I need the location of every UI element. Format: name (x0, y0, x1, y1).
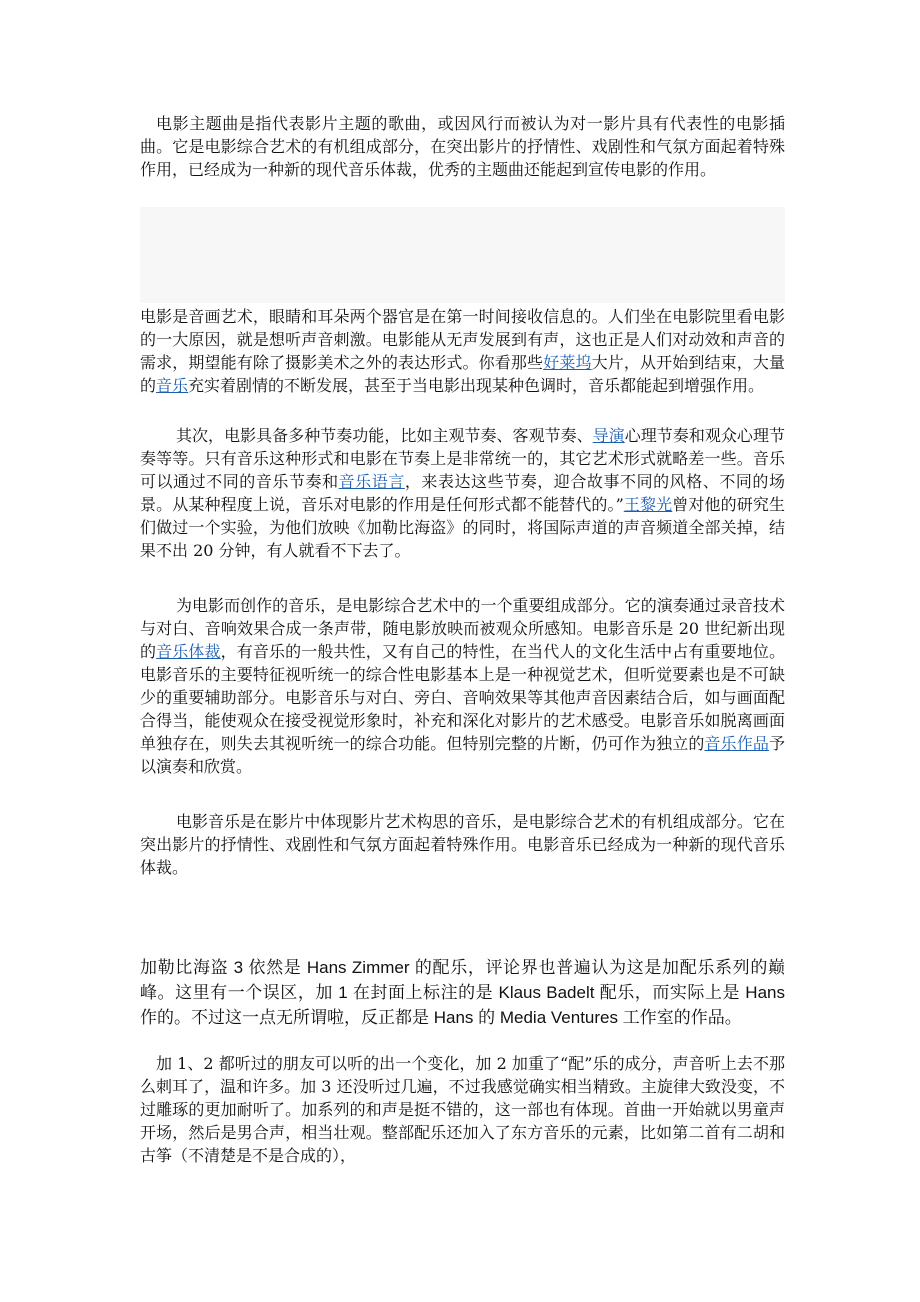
text-segment: 为电影而创作的音乐，是电影综合艺术中的一个重要组成部分。它的演奏通过录音技术与对白、音响效果合成一条声带，随电影放映而被观众所感知。电影音乐是 20 世纪新出现的 (140, 596, 785, 661)
link-hollywood[interactable]: 好莱坞 (543, 353, 592, 372)
paragraph-pirates-review: 加 1、2 都听过的朋友可以听的出一个变化，加 2 加重了“配”乐的成分，声音听上去不那么刺耳了，温和许多。加 3 还没听过几遍，不过我感觉确实相当精致。主旋律大致没变，不过雕琢的更加耐听了。加系列的和声是挺不错的，这一部也有体现。首曲一开始就以男童声开场，然后是男合声，相当壮观。整部配乐还加入了东方音乐的元素，比如第二首有二胡和古筝（不清楚是不是合成的）， (140, 1054, 785, 1165)
link-music[interactable]: 音乐 (156, 376, 189, 395)
text-segment: 其次，电影具备多种节奏功能，比如主观节奏、客观节奏、 (176, 426, 593, 445)
text-segment: 曾对他的研究生们做过一个实验，为他们放映《加勒比海盗》的同时，将国际声道的声音频道全部关掉，结果不出 20 分钟，有人就看不下去了。 (140, 495, 785, 560)
link-music-language[interactable]: 音乐语言 (338, 472, 405, 491)
text-segment: 电影是音画艺术，眼睛和耳朵两个器官是在第一时间接收信息的。人们坐在电影院里看电影的一大原因，就是想听声音刺激。电影能从无声发展到有声，这也正是人们对动效和声音的需求，期望能有除了摄影美术之外的表达形式。你看那些 (140, 307, 785, 372)
link-wang-liguang[interactable]: 王黎光 (623, 495, 673, 514)
link-music-genre[interactable]: 音乐体裁 (156, 642, 221, 661)
paragraph-pirates-score: 加勒比海盗 3 依然是 Hans Zimmer 的配乐，评论界也普遍认为这是加配乐系列的巅峰。这里有一个误区，加 1 在封面上标注的是 Klaus Badelt 配乐，而实际上是 Hans 作的。不过这一点无所谓啦，反正都是 Hans 的 Media Ventures 工作室的作品。 (140, 958, 785, 1027)
paragraph-sound-art (140, 305, 785, 397)
paragraph-film-music (140, 594, 785, 778)
text-segment: ，来表达这些节奏，迎合故事不同的风格、不同的场景。从某种程度上说，音乐对电影的作用是任何形式都不能替代的。” (140, 472, 785, 514)
blank-shaded-area (140, 207, 785, 303)
text-segment: 予以演奏和欣赏。 (140, 734, 785, 776)
link-director[interactable]: 导演 (592, 426, 625, 445)
link-music-works[interactable]: 音乐作品 (704, 734, 769, 753)
intro-paragraph: 电影主题曲是指代表影片主题的歌曲，或因风行而被认为对一影片具有代表性的电影插曲。它是电影综合艺术的有机组成部分，在突出影片的抒情性、戏剧性和气氛方面起着特殊作用，已经成为一种新的现代音乐体裁，优秀的主题曲还能起到宣传电影的作用。 (140, 114, 785, 179)
text-segment: 心理节奏和观众心理节奏等等。只有音乐这种形式和电影在节奏上是非常统一的，其它艺术形式就略差一些。音乐可以通过不同的音乐节奏和 (140, 426, 785, 491)
text-segment: ，有音乐的一般共性，又有自己的特性，在当代人的文化生活中占有重要地位。电影音乐的主要特征视听统一的综合性电影基本上是一种视觉艺术，但听觉要素也是不可缺少的重要辅助部分。电影音乐与对白、旁白、音响效果等其他声音因素结合后，如与画面配合得当，能使观众在接受视觉形象时，补充和深化对影片的艺术感受。电影音乐如脱离画面单独存在，则失去其视听统一的综合功能。但特别完整的片断，仍可作为独立的 (140, 642, 785, 753)
paragraph-rhythm (140, 424, 785, 562)
paragraph-film-music-definition: 电影音乐是在影片中体现影片艺术构思的音乐，是电影综合艺术的有机组成部分。它在突出影片的抒情性、戏剧性和气氛方面起着特殊作用。电影音乐已经成为一种新的现代音乐体裁。 (140, 812, 785, 877)
text-segment: 大片，从开始到结束，大量的 (140, 353, 785, 395)
text-segment: 充实着剧情的不断发展，甚至于当电影出现某种色调时，音乐都能起到增强作用。 (188, 376, 765, 395)
